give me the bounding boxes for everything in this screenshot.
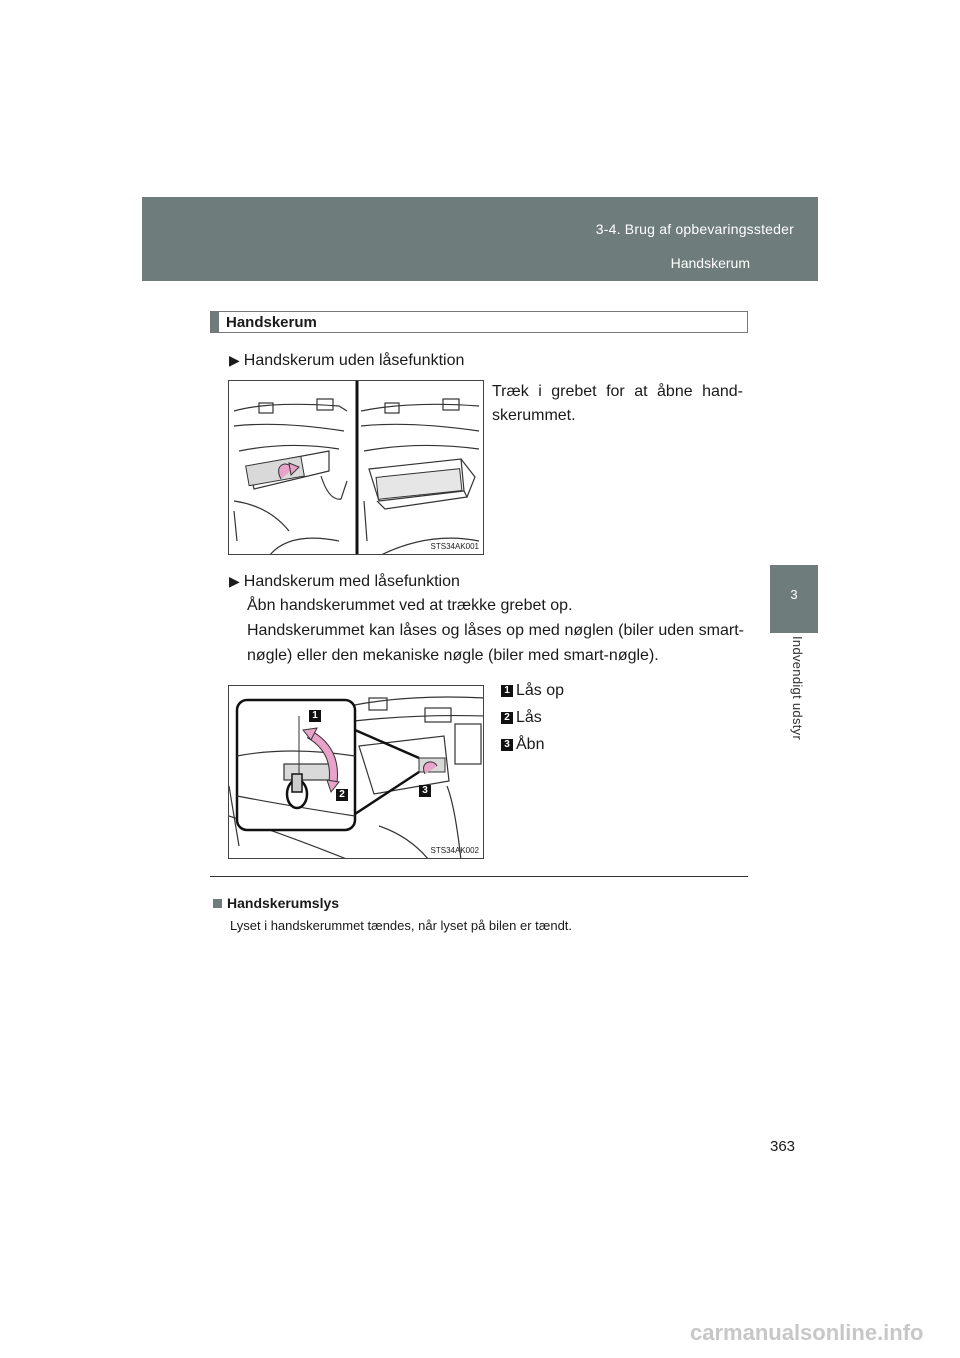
triangle-bullet-icon: ▶ [229,352,240,368]
legend-number: 1 [501,685,513,697]
instruction-line-1: Træk i grebet for at åbne hand- [492,383,743,400]
section-title: Handskerum [226,314,317,331]
section-divider [210,876,748,877]
subheading-without-lock: ▶ Handskerum uden låsefunktion [229,349,464,372]
section-title-bar [211,312,219,332]
instruction-line-2: skerummet. [492,407,576,424]
header-band [142,197,818,281]
header-title: Handskerum [670,255,750,271]
subheading-with-lock: ▶ Handskerum med låsefunktion [229,570,460,593]
square-bullet-icon [213,899,222,908]
figure-glovebox-open [228,380,484,555]
figure-code-2: STS34AK002 [430,846,479,855]
legend-number: 2 [501,712,513,724]
glovebox-open-illustration [229,381,484,555]
chapter-tab [770,565,818,633]
legend-number: 3 [501,739,513,751]
chapter-label: Indvendigt udstyr [790,636,805,741]
triangle-bullet-icon: ▶ [229,573,240,589]
header-section: 3-4. Brug af opbevaringssteder [595,221,794,237]
figure-callout-1: 1 [309,710,321,722]
figure-glovebox-lock [228,685,484,859]
glovebox-lock-illustration [229,686,484,859]
chapter-number: 3 [790,587,798,602]
note-text: Lyset i handskerummet tændes, når lyset på bilen er tændt. [230,918,573,933]
figure-callout-3: 3 [419,785,431,797]
watermark: carmanualsonline.info [690,1320,924,1345]
legend-item: 3 Åbn [501,734,544,756]
section-title-box [210,311,748,333]
note-heading: Handskerumslys [213,895,339,911]
with-lock-line-2: Handskerummet kan låses og låses op med nøglen (biler uden smart-nøgle) eller den mekaniske nøgle (biler med smart-nøgle). [247,622,744,664]
figure-code-1: STS34AK001 [430,542,479,551]
legend-item: 1 Lås op [501,680,564,702]
with-lock-line-1: Åbn handskerummet ved at trække grebet op. [247,597,573,614]
legend-item: 2 Lås [501,707,542,729]
page-number: 363 [770,1138,796,1155]
figure-callout-2: 2 [336,789,348,801]
